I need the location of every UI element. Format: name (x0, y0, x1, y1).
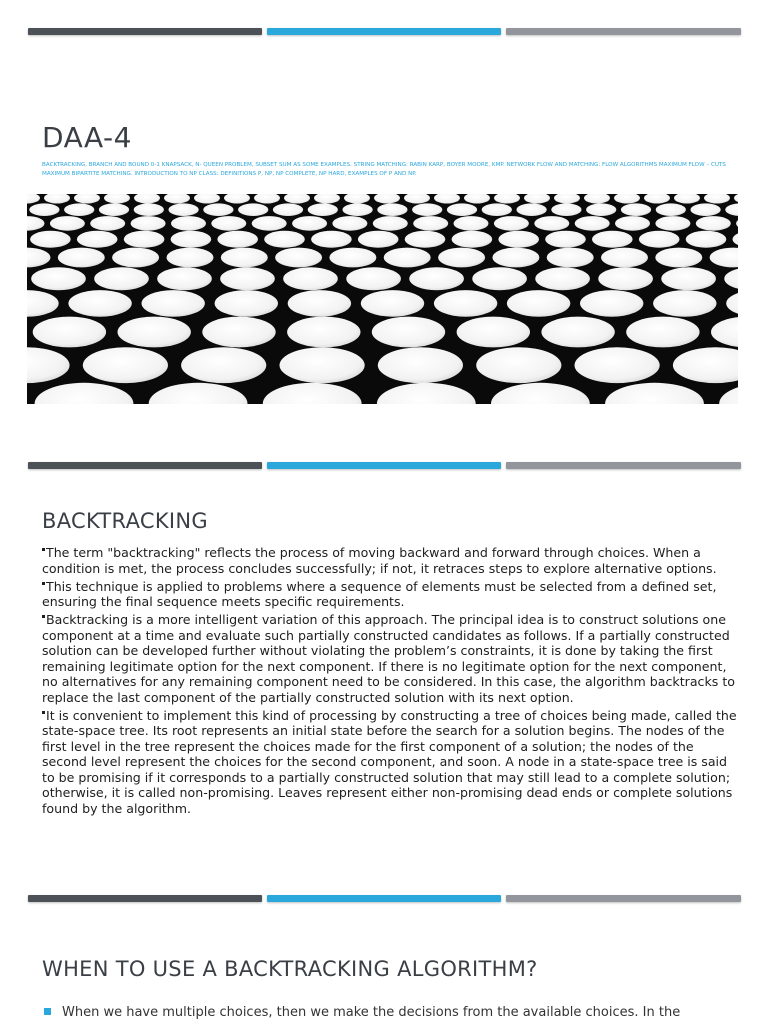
disc-shape (217, 231, 258, 248)
disc-shape (551, 203, 581, 216)
disc-shape (118, 317, 191, 348)
disc-shape (124, 231, 165, 248)
disc-shape (171, 231, 212, 248)
disc-shape (99, 203, 129, 216)
disc-shape (696, 216, 731, 231)
disc-shape (434, 290, 497, 317)
disc-shape (655, 248, 702, 268)
disc-shape (377, 203, 407, 216)
disc-shape (586, 203, 616, 216)
disc-shape (283, 267, 338, 290)
slide-2-top-bar (28, 462, 741, 469)
disc-shape (686, 231, 727, 248)
disc-shape (547, 248, 594, 268)
list-item (42, 579, 742, 610)
disc-shape (412, 203, 442, 216)
disc-shape (211, 216, 246, 231)
list-item (42, 708, 742, 817)
disc-shape (378, 347, 463, 383)
disc-shape (142, 290, 205, 317)
disc-shape (656, 203, 686, 216)
disc-shape (346, 267, 401, 290)
disc-shape (343, 203, 373, 216)
page-title: DAA-4 (42, 121, 132, 154)
disc-shape (167, 248, 214, 268)
disc-shape (452, 231, 493, 248)
disc-shape (592, 231, 633, 248)
disc-shape (372, 317, 445, 348)
disc-shape (517, 203, 547, 216)
disc-shape (373, 216, 408, 231)
disc-shape (534, 216, 569, 231)
disc-shape (252, 216, 287, 231)
disc-shape (575, 347, 660, 383)
list-item (42, 545, 742, 576)
disc-shape (472, 267, 527, 290)
disc-shape (361, 290, 424, 317)
disc-shape (83, 347, 168, 383)
disc-shape (457, 317, 530, 348)
disc-shape (275, 248, 322, 268)
disc-shape (358, 231, 399, 248)
square-bullet-icon (42, 548, 45, 551)
backtracking-bullet-list (42, 545, 742, 819)
bar-segment-dark (28, 28, 262, 35)
disc-shape (202, 317, 275, 348)
disc-shape (409, 267, 464, 290)
disc-shape (29, 203, 59, 216)
bar-segment-accent (267, 462, 501, 469)
disc-shape (482, 203, 512, 216)
list-item (44, 1005, 734, 1021)
disc-shape (332, 216, 367, 231)
disc-shape (598, 267, 653, 290)
disc-shape (405, 231, 446, 248)
disc-shape (215, 290, 278, 317)
disc-shape (653, 290, 716, 317)
disc-shape (454, 216, 489, 231)
disc-shape (221, 248, 268, 268)
disc-shape (494, 216, 529, 231)
disc-shape (492, 248, 539, 268)
disc-shape (112, 248, 159, 268)
disc-shape (691, 203, 721, 216)
disc-shape (264, 231, 305, 248)
disc-shape (157, 267, 212, 290)
square-bullet-icon (42, 582, 45, 585)
disc-shape (288, 290, 351, 317)
bullet-text: It is convenient to implement this kind of processing by constructing a tree of choices being made, called the state-space tree. Its root represents an initial state before the search for a solution begins. The nodes of the first level in the tree represent the choices made for the first component of a solution; the nodes of the second level represent the choices for the second component, and soon. A node in a state-space tree is said to be promising if it corresponds to a partially constructed solution that may still lead to a complete solution; otherwise, it is called non-promising. Leaves represent either non-promising dead ends or complete solutions found by the algorithm. (42, 707, 737, 816)
disc-shape (308, 203, 338, 216)
disc-shape (438, 248, 485, 268)
list-item (42, 612, 742, 705)
square-bullet-icon (42, 615, 45, 618)
disc-shape (541, 317, 614, 348)
disc-shape (280, 347, 365, 383)
bar-segment-accent (267, 895, 501, 902)
square-bullet-icon (42, 711, 45, 714)
section-heading-when-to-use: WHEN TO USE A BACKTRACKING ALGORITHM? (42, 957, 538, 981)
disc-shape (94, 267, 149, 290)
disc-shape (33, 317, 106, 348)
disc-shape (134, 203, 164, 216)
disc-shape (626, 317, 699, 348)
disc-shape (311, 231, 352, 248)
disc-shape (329, 248, 376, 268)
disc-shape (615, 216, 650, 231)
disc-shape (31, 267, 86, 290)
square-bullet-icon (44, 1008, 51, 1015)
disc-shape (447, 203, 477, 216)
disc-shape (498, 231, 539, 248)
disc-shape (507, 290, 570, 317)
bar-segment-dark (28, 462, 262, 469)
disc-shape (413, 216, 448, 231)
bar-segment-light (506, 28, 741, 35)
disc-shape (58, 248, 105, 268)
disc-shape (575, 216, 610, 231)
disc-shape (384, 248, 431, 268)
page-subtitle: BACKTRACKING, BRANCH AND BOUND 0-1 KNAPSACK, N- QUEEN PROBLEM, SUBSET SUM AS SOME EXAMPLES. STRING MATCHING: RABIN KARP, BOYER MOORE, KMP. NETWORK FLOW AND MATCHING: FLOW ALGORITHMS MAXIMUM FLOW – CUTS MAXIMUM BIPARTITE MATCHING. INTRODUCTION TO NP CLASS: DEFINITIONS P, NP, NP COMPLETE, NP HARD, EXAMPLES OF P AND NP. (42, 162, 726, 177)
bullet-text: The term "backtracking" reflects the process of moving backward and forward through choices. When a condition is met, the process concludes successfully; if not, it retraces steps to explore alternative options. (42, 545, 717, 576)
bullet-text: This technique is applied to problems where a sequence of elements must be selected from a defined set, ensuring the final sequence meets specific requirements. (42, 578, 717, 609)
bar-segment-accent (267, 28, 501, 35)
disc-shape (661, 267, 716, 290)
slide-3-top-bar (28, 895, 741, 902)
bullet-text: Backtracking is a more intelligent variation of this approach. The principal idea is to construct solutions one component at a time and evaluate such partially constructed candidates as follows. If a partially constructed solution can be developed further without violating the problem’s constraints, it is done by taking the first remaining legitimate option for the next component. If there is no legitimate option for the next component, no alternatives for any remaining component need to be considered. In this case, the algorithm backtracks to replace the last component of the partially constructed solution with its next option. (42, 612, 735, 705)
disc-shape (535, 267, 590, 290)
disc-shape (639, 231, 680, 248)
disc-shape (30, 231, 71, 248)
disc-shape (131, 216, 166, 231)
disc-shape (68, 290, 131, 317)
disc-shape (171, 216, 206, 231)
disc-shape (655, 216, 690, 231)
disc-shape (287, 317, 360, 348)
disc-shape (580, 290, 643, 317)
disc-shape (292, 216, 327, 231)
white-discs-image (27, 194, 738, 404)
disc-shape (181, 347, 266, 383)
disc-shape (50, 216, 85, 231)
bullet-text: When we have multiple choices, then we make the decisions from the available choices. In the (62, 1005, 681, 1020)
disc-shape (601, 248, 648, 268)
slide-1-top-bar (28, 28, 741, 35)
bar-segment-light (506, 462, 741, 469)
disc-shape (545, 231, 586, 248)
disc-shape (64, 203, 94, 216)
bar-segment-dark (28, 895, 262, 902)
section-heading-backtracking: BACKTRACKING (42, 509, 208, 533)
disc-shape (90, 216, 125, 231)
disc-shape (273, 203, 303, 216)
disc-shape (621, 203, 651, 216)
bar-segment-light (506, 895, 741, 902)
disc-shape (203, 203, 233, 216)
disc-shape (169, 203, 199, 216)
disc-shape (77, 231, 118, 248)
hero-image (27, 194, 738, 404)
disc-shape (476, 347, 561, 383)
disc-shape (220, 267, 275, 290)
disc-shape (238, 203, 268, 216)
